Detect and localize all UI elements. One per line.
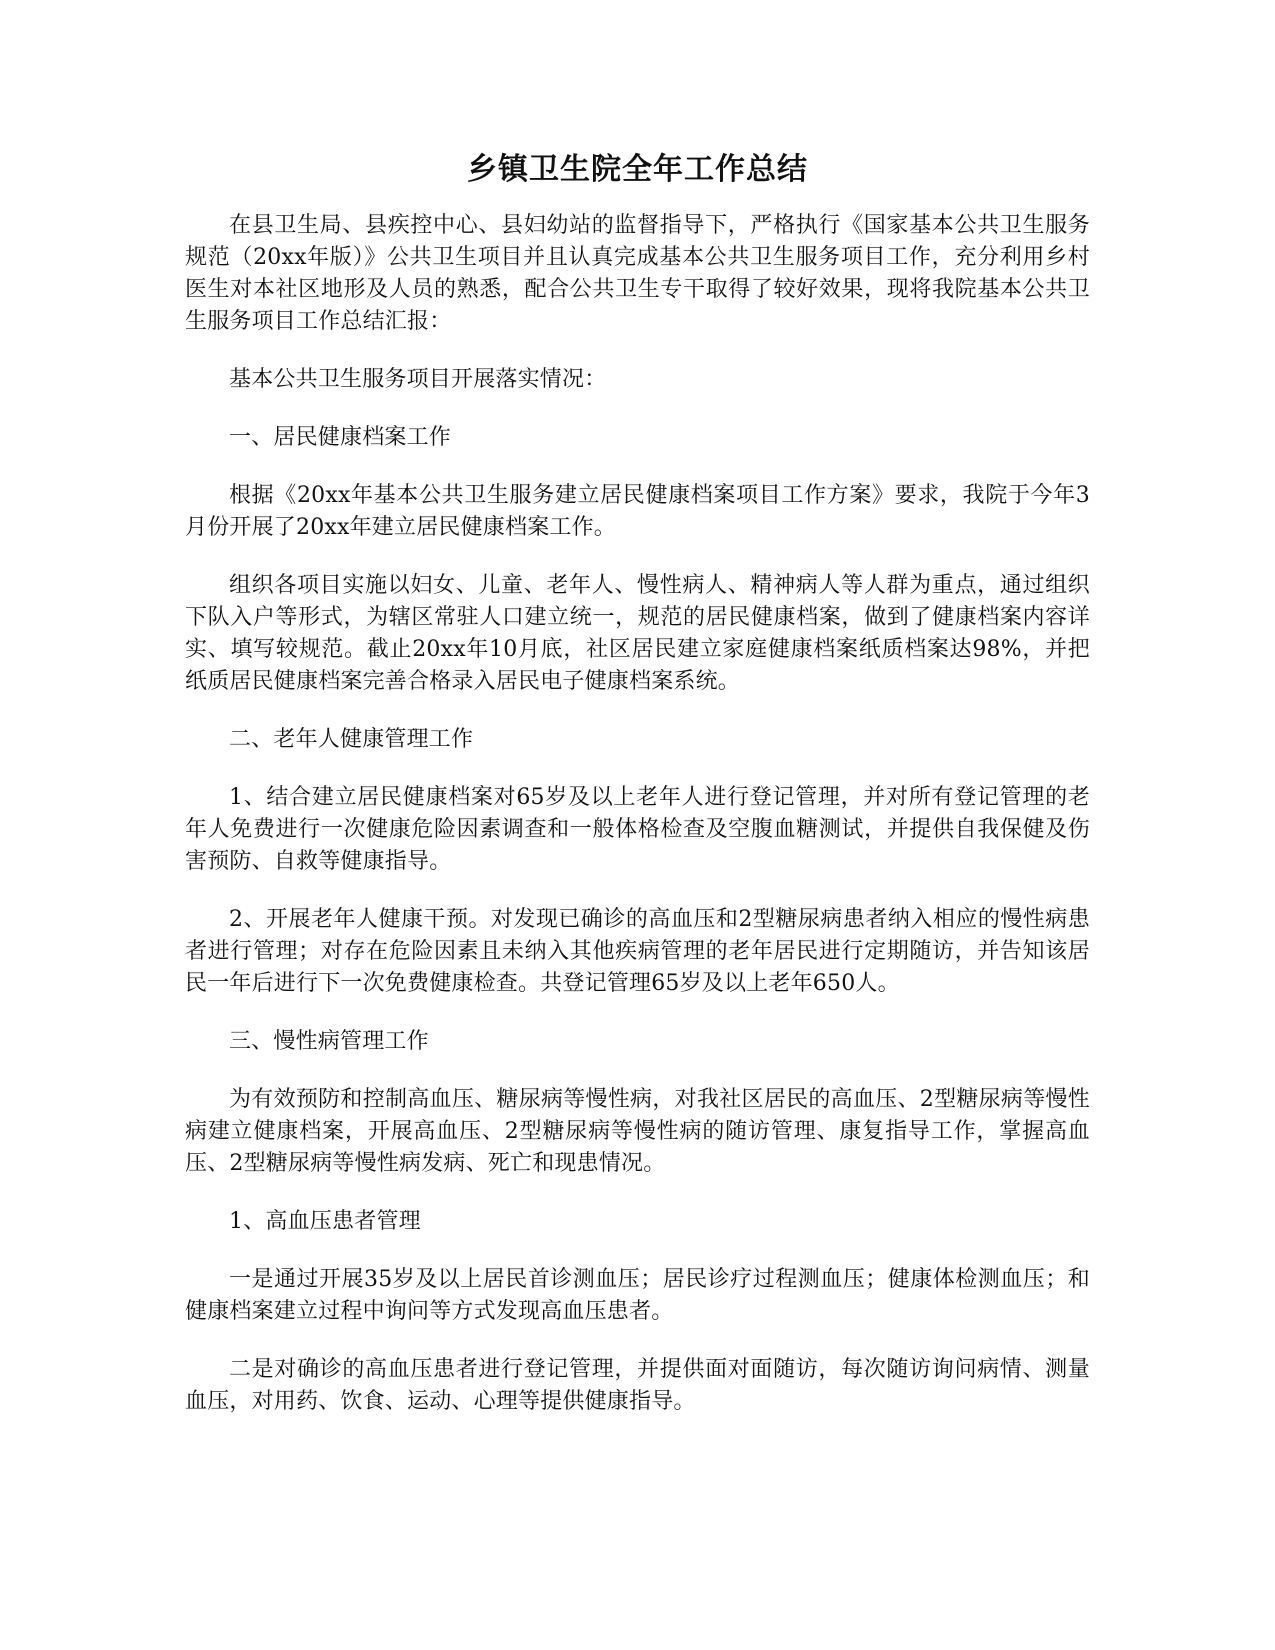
subsection-heading-hypertension: 1、高血压患者管理 bbox=[229, 1209, 421, 1234]
paragraph-chronic-disease-overview: 为有效预防和控制高血压、糖尿病等慢性病，对我社区居民的高血压、2型糖尿病等慢性病建立健康档案，开展高血压、2型糖尿病等慢性病的随访管理、康复指导工作，掌握高血压、2型糖尿病等慢性病发病、死亡和现患情况。 bbox=[185, 1087, 1090, 1176]
document-title: 乡镇卫生院全年工作总结 bbox=[467, 152, 808, 187]
paragraph-elderly-registration: 1、结合建立居民健康档案对65岁及以上老年人进行登记管理，并对所有登记管理的老年人免费进行一次健康危险因素调查和一般体格检查及空腹血糖测试，并提供自我保健及伤害预防、自救等健康指导。 bbox=[185, 785, 1090, 874]
paragraph-health-records-progress: 组织各项目实施以妇女、儿童、老年人、慢性病人、精神病人等人群为重点，通过组织下队入户等形式，为辖区常驻人口建立统一，规范的居民健康档案，做到了健康档案内容详实、填写较规范。截止20xx年10月底，社区居民建立家庭健康档案纸质档案达98%，并把纸质居民健康档案完善合格录入居民电子健康档案系统。 bbox=[185, 573, 1090, 694]
section-heading-elderly-care: 二、老年人健康管理工作 bbox=[229, 727, 474, 752]
paragraph-elderly-intervention: 2、开展老年人健康干预。对发现已确诊的高血压和2型糖尿病患者纳入相应的慢性病患者进行管理；对存在危险因素且未纳入其他疾病管理的老年居民进行定期随访，并告知该居民一年后进行下一次免费健康检查。共登记管理65岁及以上老年650人。 bbox=[185, 907, 1090, 996]
paragraph-intro: 在县卫生局、县疾控中心、县妇幼站的监督指导下，严格执行《国家基本公共卫生服务规范（20xx年版）》公共卫生项目并且认真完成基本公共卫生服务项目工作，充分利用乡村医生对本社区地形及人员的熟悉，配合公共卫生专干取得了较好效果，现将我院基本公共卫生服务项目工作总结汇报： bbox=[185, 213, 1090, 334]
section-heading-health-records: 一、居民健康档案工作 bbox=[229, 425, 452, 450]
section-heading-chronic-disease: 三、慢性病管理工作 bbox=[229, 1029, 429, 1054]
paragraph-health-records-plan: 根据《20xx年基本公共卫生服务建立居民健康档案项目工作方案》要求，我院于今年3月份开展了20xx年建立居民健康档案工作。 bbox=[185, 483, 1090, 540]
paragraph-hypertension-followup: 二是对确诊的高血压患者进行登记管理，并提供面对面随访，每次随访询问病情、测量血压，对用药、饮食、运动、心理等提供健康指导。 bbox=[185, 1357, 1090, 1414]
document-body bbox=[185, 210, 1090, 1444]
paragraph-overview-heading: 基本公共卫生服务项目开展落实情况： bbox=[229, 367, 607, 392]
paragraph-hypertension-detection: 一是通过开展35岁及以上居民首诊测血压；居民诊疗过程测血压；健康体检测血压；和健康档案建立过程中询问等方式发现高血压患者。 bbox=[185, 1267, 1090, 1324]
